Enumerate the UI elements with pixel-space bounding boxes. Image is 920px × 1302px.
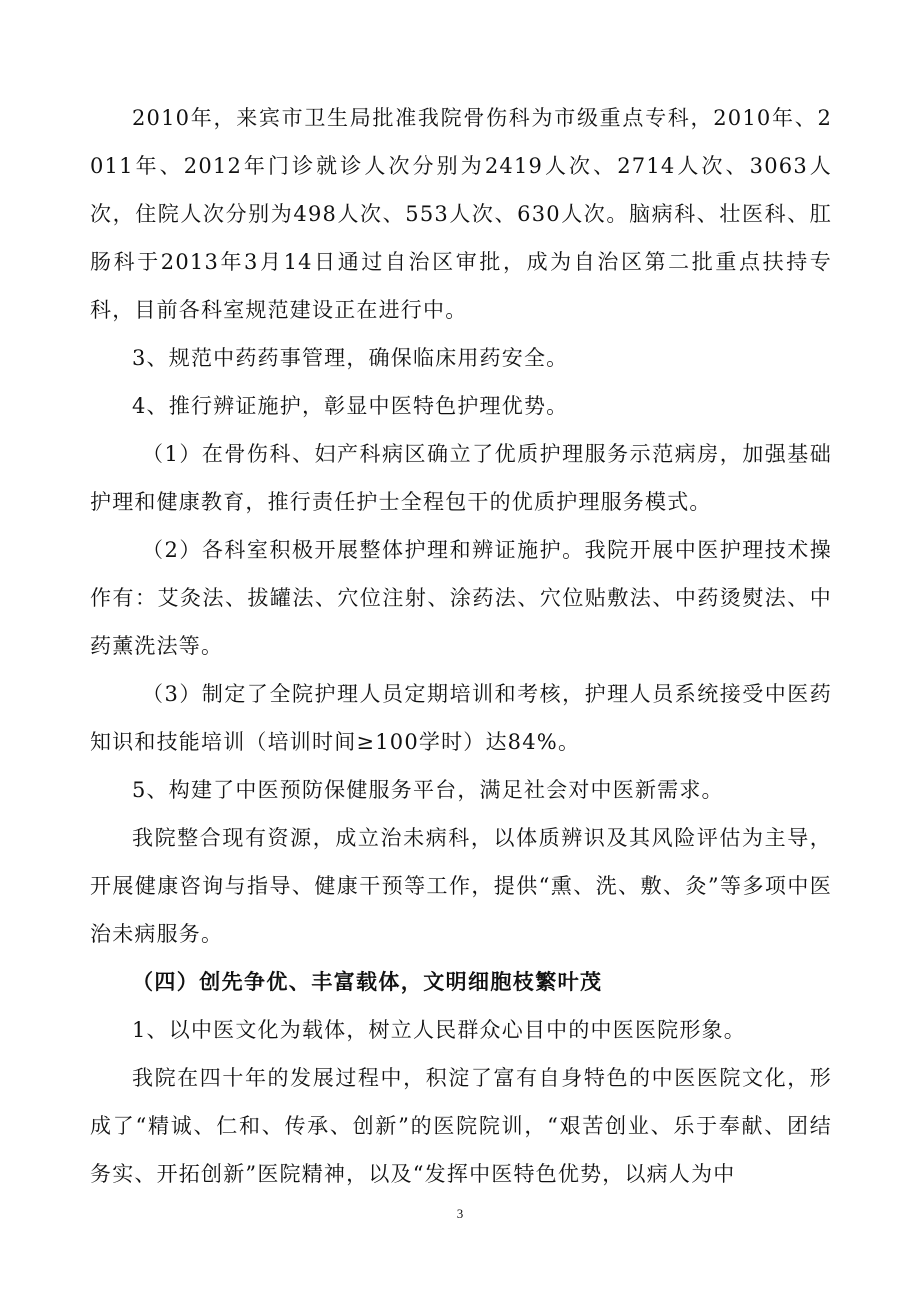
- paragraph-prevention-services: 我院整合现有资源，成立治未病科，以体质辨识及其风险评估为主导，开展健康咨询与指导、健康干预等工作，提供“熏、洗、敷、灸”等多项中医治未病服务。: [90, 826, 832, 946]
- paragraph-item-5: 5、构建了中医预防保健服务平台，满足社会对中医新需求。: [132, 778, 724, 802]
- paragraph-culture-item-1: 1、以中医文化为载体，树立人民群众心目中的中医医院形象。: [132, 1018, 746, 1042]
- paragraph-specialty-stats: 2010年，来宾市卫生局批准我院骨伤科为市级重点专科，2010年、2011年、2012年门诊就诊人次分别为2419人次、2714人次、3063人次，住院人次分别为498人次、553人次、630人次。脑病科、壮医科、肛肠科于2013年3月14日通过自治区审批，成为自治区第二批重点扶持专科，目前各科室规范建设正在进行中。: [90, 106, 832, 322]
- paragraph-subitem-1: （1）在骨伤科、妇产科病区确立了优质护理服务示范病房，加强基础护理和健康教育，推行责任护士全程包干的优质护理服务模式。: [90, 442, 832, 514]
- paragraph-subitem-2: （2）各科室积极开展整体护理和辨证施护。我院开展中医护理技术操作有：艾灸法、拔罐法、穴位注射、涂药法、穴位贴敷法、中药烫熨法、中药薰洗法等。: [90, 538, 832, 658]
- paragraph-subitem-3: （3）制定了全院护理人员定期培训和考核，护理人员系统接受中医药知识和技能培训（培训时间≥100学时）达84%。: [90, 682, 832, 754]
- paragraph-item-4: 4、推行辨证施护，彰显中医特色护理优势。: [132, 394, 569, 418]
- page-number: 3: [456, 1206, 464, 1221]
- section-heading-four: （四）创先争优、丰富载体，文明细胞枝繁叶茂: [132, 969, 603, 994]
- paragraph-hospital-culture: 我院在四十年的发展过程中，积淀了富有自身特色的中医医院文化，形成了“精诚、仁和、传承、创新”的医院院训，“艰苦创业、乐于奉献、团结务实、开拓创新”医院精神，以及“发挥中医特色优势，以病人为中: [90, 1066, 832, 1186]
- paragraph-item-3: 3、规范中药药事管理，确保临床用药安全。: [132, 346, 569, 370]
